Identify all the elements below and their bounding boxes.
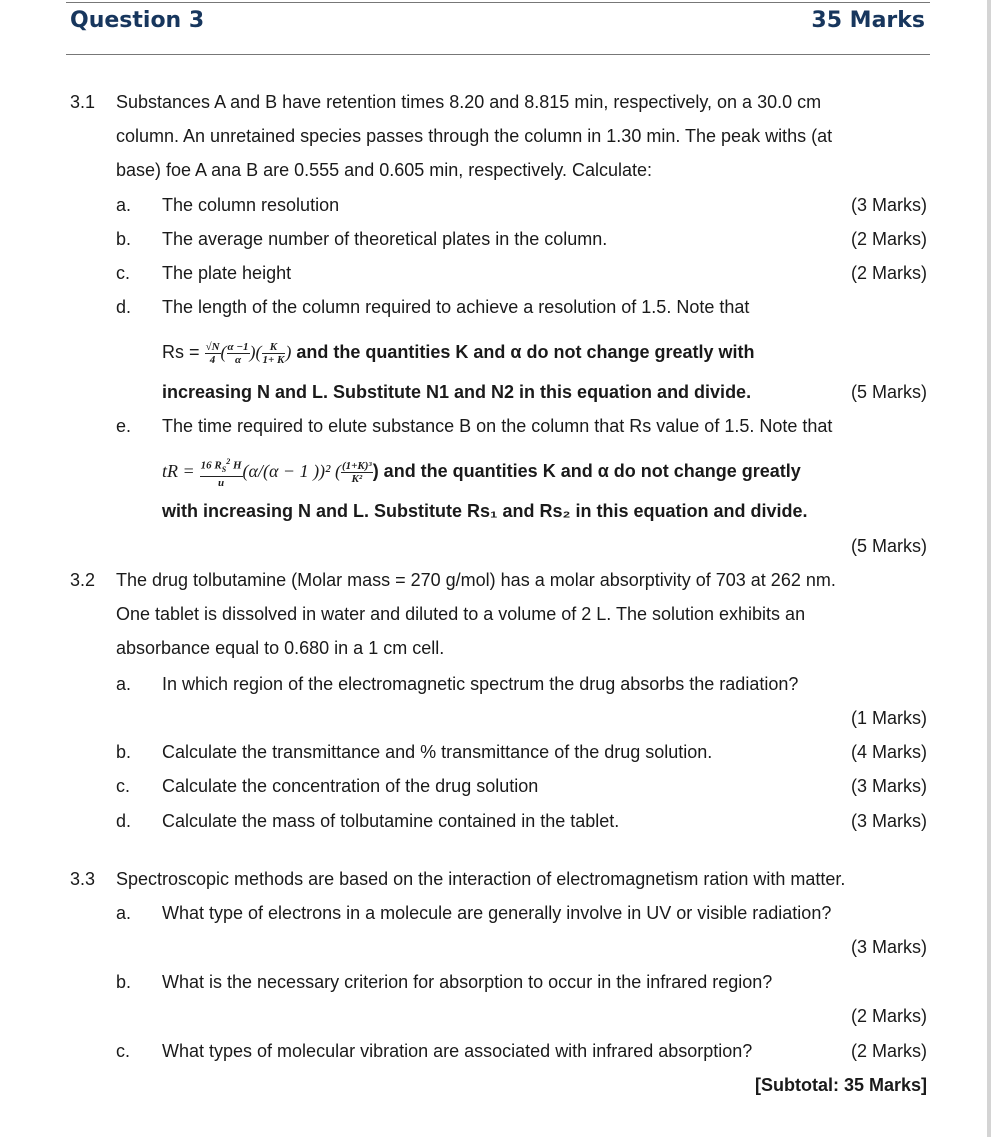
q31e-marks: (5 Marks) xyxy=(851,536,927,556)
alpha-fraction: $\frac{\alpha -1}{\alpha}$ xyxy=(227,340,249,366)
question-title: Question 3 xyxy=(70,8,205,33)
q33a-label: a. xyxy=(116,903,132,923)
q31a-label: a. xyxy=(116,195,132,215)
rs-formula: Rs = $\frac{√N}{4}$ ( $\frac{\alpha -1}{\alpha}$ )( $\frac{K}{1+ K}$ ) and the quantities K and α do not change greatly with xyxy=(162,340,755,366)
q31a-marks: (3 Marks) xyxy=(851,195,927,215)
q31d-text: The length of the column required to achieve a resolution of 1.5. Note that xyxy=(162,297,750,317)
q33b-text: What is the necessary criterion for absorption to occur in the infrared region? xyxy=(162,972,773,992)
rs-h-over-u-fraction: $\frac{16 R_S^2 H}{u}$ xyxy=(200,456,242,489)
q33c-label: c. xyxy=(116,1041,131,1061)
q32b-label: b. xyxy=(116,742,132,762)
tr-formula xyxy=(162,453,801,489)
rs-formula-lhs: Rs = xyxy=(162,342,200,362)
q32c-label: c. xyxy=(116,776,131,796)
q31a-text: The column resolution xyxy=(162,195,340,215)
q31d-marks: (5 Marks) xyxy=(851,382,927,402)
alpha-term: (α/(α − 1 ))² ( xyxy=(242,461,341,481)
q31c-marks: (2 Marks) xyxy=(851,263,927,283)
q33b-label: b. xyxy=(116,972,132,992)
q32d-label: d. xyxy=(116,811,132,831)
q31c-label: c. xyxy=(116,263,131,283)
question-marks: 35 Marks xyxy=(811,8,925,33)
q32a-text: In which region of the electromagnetic spectrum the drug absorbs the radiation? xyxy=(162,674,799,694)
q33a-marks: (3 Marks) xyxy=(851,937,927,957)
q33b-marks: (2 Marks) xyxy=(851,1006,927,1026)
q32c-marks: (3 Marks) xyxy=(851,776,927,796)
q31b-text: The average number of theoretical plates in the column. xyxy=(162,229,608,249)
q32-line-2: One tablet is dissolved in water and diluted to a volume of 2 L. The solution exhibits an xyxy=(116,604,806,624)
tr-formula-lhs: tR = xyxy=(162,461,195,481)
tr-formula-tail: ) and the quantities K and α do not change greatly xyxy=(372,461,801,481)
q31-line-1: Substances A and B have retention times 8.20 and 8.815 min, respectively, on a 30.0 cm xyxy=(116,92,822,112)
q33-line: Spectroscopic methods are based on the interaction of electromagnetism ration with matter. xyxy=(116,869,846,889)
sqrtN-over-4-fraction: $\frac{√N}{4}$ xyxy=(205,340,220,366)
rs-formula-tail: and the quantities K and α do not change greatly with xyxy=(296,342,755,362)
q31d-label: d. xyxy=(116,297,132,317)
q31e-label: e. xyxy=(116,416,132,436)
q31e-text: The time required to elute substance B on the column that Rs value of 1.5. Note that xyxy=(162,416,833,436)
q31e-line-3: with increasing N and L. Substitute Rs₁ and Rs₂ in this equation and divide. xyxy=(162,501,808,521)
q31-line-3: base) foe A ana B are 0.555 and 0.605 min, respectively. Calculate: xyxy=(116,160,653,180)
q31d-line-3: increasing N and L. Substitute N1 and N2 in this equation and divide. xyxy=(162,382,752,402)
k-cubed-fraction: $\frac{\text{(1+K)³}}{\text{K²}}$ xyxy=(341,459,372,485)
q31b-label: b. xyxy=(116,229,132,249)
q32d-marks: (3 Marks) xyxy=(851,811,927,831)
q32c-text: Calculate the concentration of the drug solution xyxy=(162,776,539,796)
page-edge-shadow xyxy=(987,0,991,1137)
q33-number: 3.3 xyxy=(70,869,96,889)
header-rule xyxy=(66,54,930,55)
q32a-marks: (1 Marks) xyxy=(851,708,927,728)
subtotal: [Subtotal: 35 Marks] xyxy=(754,1075,927,1095)
q32-line-1: The drug tolbutamine (Molar mass = 270 g/mol) has a molar absorptivity of 703 at 262 nm. xyxy=(116,570,836,590)
q32b-text: Calculate the transmittance and % transmittance of the drug solution. xyxy=(162,742,713,762)
q32d-text: Calculate the mass of tolbutamine contained in the tablet. xyxy=(162,811,620,831)
q31-number: 3.1 xyxy=(70,92,96,112)
q33c-text: What types of molecular vibration are associated with infrared absorption? xyxy=(162,1041,753,1061)
k-fraction: $\frac{K}{1+ K}$ xyxy=(262,340,285,366)
q32-line-3: absorbance equal to 0.680 in a 1 cm cell. xyxy=(116,638,445,658)
q32a-label: a. xyxy=(116,674,132,694)
q31c-text: The plate height xyxy=(162,263,292,283)
q33c-marks: (2 Marks) xyxy=(851,1041,927,1061)
q31b-marks: (2 Marks) xyxy=(851,229,927,249)
q33a-text: What type of electrons in a molecule are generally involve in UV or visible radiation? xyxy=(162,903,832,923)
q31-line-2: column. An unretained species passes through the column in 1.30 min. The peak withs (at xyxy=(116,126,833,146)
q32b-marks: (4 Marks) xyxy=(851,742,927,762)
q32-number: 3.2 xyxy=(70,570,96,590)
top-rule xyxy=(66,2,930,3)
